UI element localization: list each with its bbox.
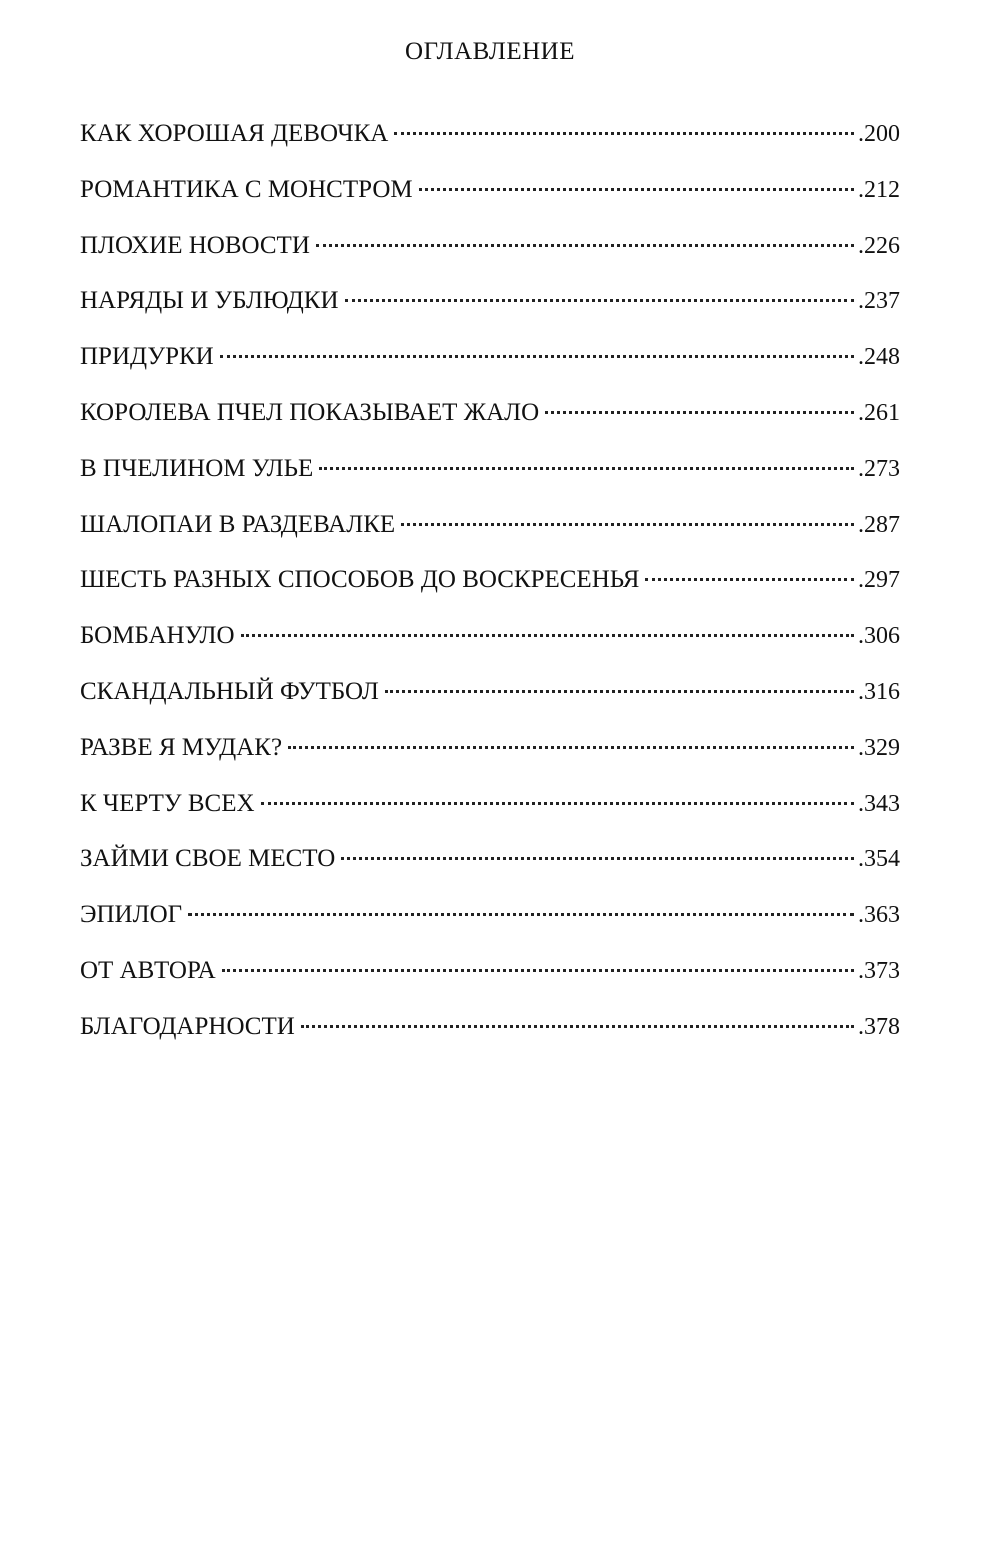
dot-leader bbox=[316, 244, 854, 247]
toc-entry-title: СКАНДАЛЬНЫЙ ФУТБОЛ bbox=[80, 677, 379, 705]
dot-leader bbox=[385, 690, 854, 693]
toc-entry bbox=[80, 839, 900, 895]
toc-entry-title: ОТ АВТОРА bbox=[80, 956, 216, 984]
toc-entry-title: КАК ХОРОШАЯ ДЕВОЧКА bbox=[80, 120, 389, 147]
toc-page-number: .343 bbox=[858, 790, 900, 817]
dot-leader bbox=[319, 467, 854, 470]
dot-leader bbox=[645, 578, 854, 581]
toc-page-number: .316 bbox=[858, 678, 900, 705]
dot-leader bbox=[222, 969, 854, 972]
toc-entry-title: ШАЛОПАИ В РАЗДЕВАЛКЕ bbox=[80, 510, 396, 538]
toc-page-number: .306 bbox=[858, 623, 900, 650]
toc-entry bbox=[80, 672, 900, 728]
toc-entry bbox=[80, 226, 900, 282]
toc-page-number: .378 bbox=[858, 1013, 900, 1040]
toc-entry-title: ЭПИЛОГ bbox=[80, 901, 183, 929]
toc-entry-title: БЛАГОДАРНОСТИ bbox=[80, 1012, 295, 1040]
toc-entry-title: ЗАЙМИ СВОЕ МЕСТО bbox=[80, 845, 336, 873]
toc-page-number: .287 bbox=[858, 511, 900, 538]
dot-leader bbox=[419, 188, 854, 191]
toc-entry bbox=[80, 1007, 900, 1063]
toc-entry-title: НАРЯДЫ И УБЛЮДКИ bbox=[80, 287, 339, 315]
toc-entry-title: РОМАНТИКА С МОНСТРОМ bbox=[80, 175, 413, 203]
toc-entry bbox=[80, 281, 900, 337]
page-title: ОГЛАВЛЕНИЕ bbox=[405, 38, 575, 65]
toc-entry bbox=[80, 895, 900, 951]
toc-page-number: .363 bbox=[858, 902, 900, 929]
toc-entry bbox=[80, 170, 900, 226]
toc-page-number: .329 bbox=[858, 734, 900, 761]
dot-leader bbox=[241, 634, 855, 637]
table-of-contents bbox=[80, 114, 900, 1063]
dot-leader bbox=[188, 913, 854, 916]
toc-entry-title: БОМБАНУЛО bbox=[80, 622, 235, 650]
toc-page-number: .297 bbox=[858, 567, 900, 594]
toc-page-number: .248 bbox=[858, 344, 900, 371]
dot-leader bbox=[220, 355, 854, 358]
toc-entry bbox=[80, 728, 900, 784]
toc-page-number: .373 bbox=[858, 957, 900, 984]
toc-entry-title: КОРОЛЕВА ПЧЕЛ ПОКАЗЫВАЕТ ЖАЛО bbox=[80, 398, 540, 426]
toc-page-number: .226 bbox=[858, 232, 900, 259]
toc-entry bbox=[80, 449, 900, 505]
toc-entry-title: ПРИДУРКИ bbox=[80, 343, 214, 371]
toc-entry bbox=[80, 560, 900, 616]
dot-leader bbox=[261, 802, 854, 805]
dot-leader bbox=[345, 299, 854, 302]
dot-leader bbox=[288, 746, 854, 749]
toc-page-number: .200 bbox=[858, 121, 900, 147]
toc-entry bbox=[80, 616, 900, 672]
dot-leader bbox=[401, 523, 854, 526]
toc-entry bbox=[80, 951, 900, 1007]
toc-entry bbox=[80, 114, 900, 170]
toc-entry-title: ШЕСТЬ РАЗНЫХ СПОСОБОВ ДО ВОСКРЕСЕНЬЯ bbox=[80, 566, 640, 594]
dot-leader bbox=[545, 411, 854, 414]
toc-page-number: .261 bbox=[858, 399, 900, 426]
dot-leader bbox=[394, 132, 854, 135]
toc-entry bbox=[80, 337, 900, 393]
toc-page-number: .212 bbox=[858, 176, 900, 203]
toc-entry-title: ПЛОХИЕ НОВОСТИ bbox=[80, 231, 310, 259]
toc-entry-title: РАЗВЕ Я МУДАК? bbox=[80, 733, 283, 761]
toc-entry-title: К ЧЕРТУ ВСЕХ bbox=[80, 789, 255, 817]
dot-leader bbox=[341, 857, 854, 860]
dot-leader bbox=[301, 1025, 854, 1028]
toc-page-number: .237 bbox=[858, 288, 900, 315]
toc-entry bbox=[80, 393, 900, 449]
toc-entry-title: В ПЧЕЛИНОМ УЛЬЕ bbox=[80, 454, 314, 482]
toc-page-number: .354 bbox=[858, 846, 900, 873]
toc-page-number: .273 bbox=[858, 455, 900, 482]
toc-entry bbox=[80, 784, 900, 840]
toc-entry bbox=[80, 505, 900, 561]
